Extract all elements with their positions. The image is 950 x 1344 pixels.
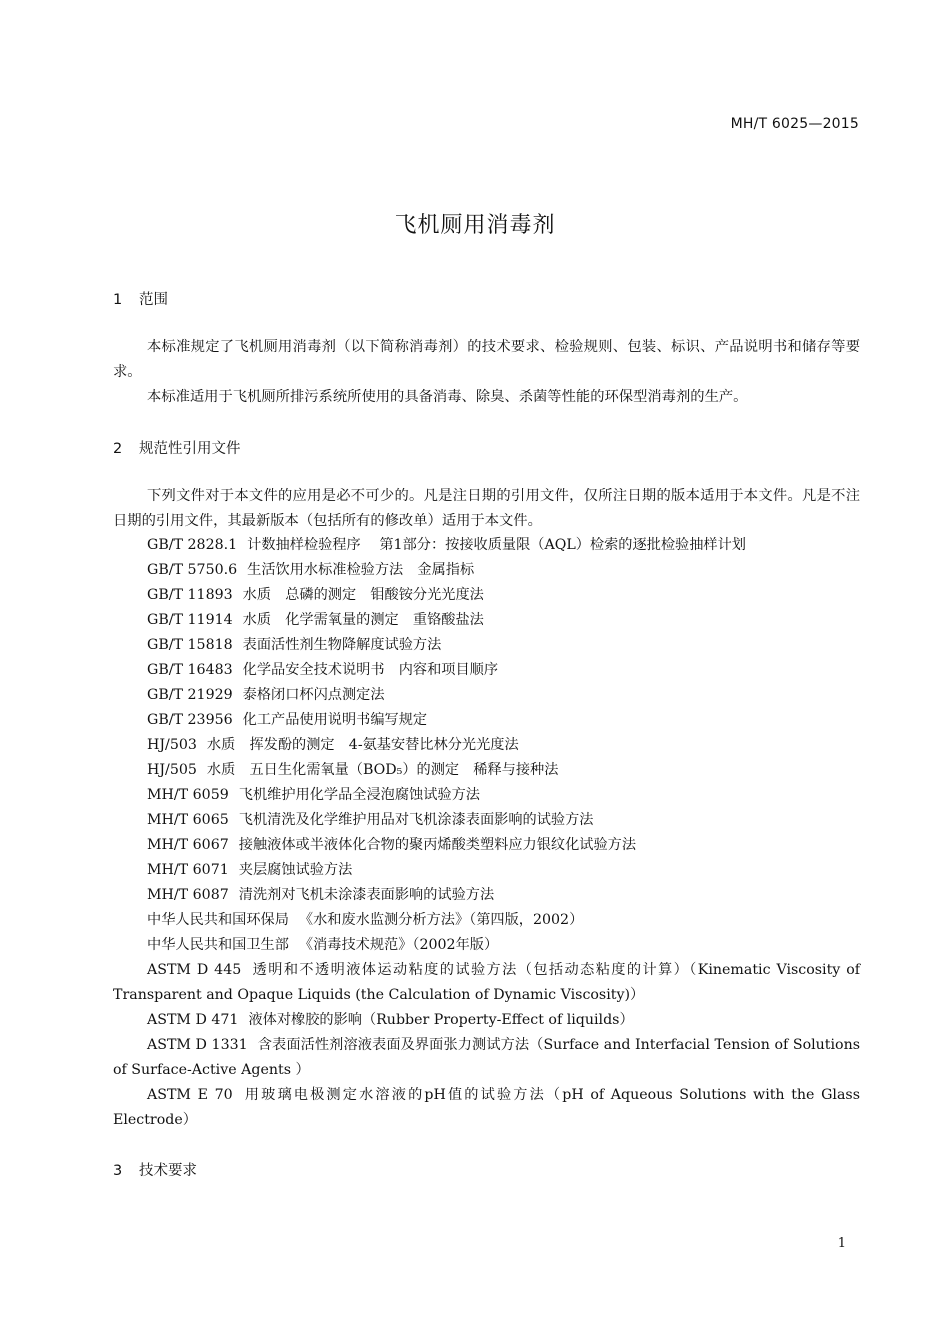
reference-item (113, 833, 860, 858)
reference-title: 生活饮用水标准检验方法 金属指标 (247, 562, 475, 578)
reference-code: MH/T 6059 (147, 787, 229, 803)
reference-title: 水质 五日生化需氧量（BOD₅）的测定 稀释与接种法 (206, 762, 559, 778)
reference-item (113, 958, 860, 1008)
reference-item (113, 858, 860, 883)
reference-item (113, 708, 860, 733)
section-number: 3 (113, 1163, 123, 1179)
standard-code: MH/T 6025—2015 (730, 116, 859, 132)
reference-title: 化工产品使用说明书编写规定 (242, 712, 428, 728)
reference-title: 接触液体或半液体化合物的聚丙烯酸类塑料应力银纹化试验方法 (238, 837, 637, 853)
reference-title: 液体对橡胶的影响（Rubber Property-Effect of liquilds） (248, 1012, 634, 1028)
section-title: 规范性引用文件 (139, 441, 241, 457)
reference-code: ASTM D 471 (147, 1012, 239, 1028)
reference-title: 清洗剂对飞机未涂漆表面影响的试验方法 (238, 887, 495, 903)
reference-item (113, 1033, 860, 1083)
reference-code: ASTM E 70 (147, 1087, 233, 1103)
reference-code: GB/T 11914 (147, 612, 233, 628)
reference-title: 水质 化学需氧量的测定 重铬酸盐法 (242, 612, 484, 628)
reference-code: ASTM D 1331 (147, 1037, 248, 1053)
reference-item (113, 883, 860, 908)
reference-item (113, 908, 860, 933)
reference-title: 水质 挥发酚的测定 4-氨基安替比林分光光度法 (206, 737, 519, 753)
reference-code: GB/T 5750.6 (147, 562, 238, 578)
section-3-heading (113, 1159, 197, 1180)
document-title: 飞机厕用消毒剂 (394, 213, 556, 238)
reference-title: 飞机维护用化学品全浸泡腐蚀试验方法 (238, 787, 480, 803)
reference-title: 化学品安全技术说明书 内容和项目顺序 (242, 662, 499, 678)
section-title: 技术要求 (139, 1163, 197, 1179)
section-1-heading (113, 288, 168, 309)
section-1-paragraph-2: 本标准适用于飞机厕所排污系统所使用的具备消毒、除臭、杀菌等性能的环保型消毒剂的生产。 (147, 389, 748, 405)
section-number: 2 (113, 441, 123, 457)
reference-item (113, 808, 860, 833)
reference-item (113, 583, 860, 608)
reference-title: 飞机清洗及化学维护用品对飞机涂漆表面影响的试验方法 (238, 812, 594, 828)
reference-code: 中华人民共和国卫生部 (147, 937, 289, 953)
reference-title: 夹层腐蚀试验方法 (238, 862, 353, 878)
reference-item (113, 558, 860, 583)
reference-code: 中华人民共和国环保局 (147, 912, 289, 928)
normative-references-list (113, 533, 860, 1133)
reference-title: 含表面活性剂溶液表面及界面张力测试方法（Surface and Interfacial Tension of Solutions of Surface-Active Agents ） (113, 1037, 860, 1078)
reference-item (113, 633, 860, 658)
reference-item (113, 683, 860, 708)
reference-title: 水质 总磷的测定 钼酸铵分光光度法 (242, 587, 484, 603)
reference-item (113, 533, 860, 558)
reference-item (113, 758, 860, 783)
reference-code: MH/T 6071 (147, 862, 229, 878)
reference-title: 用玻璃电极测定水溶液的pH值的试验方法（pH of Aqueous Solutions with the Glass Electrode） (113, 1087, 860, 1128)
reference-title: 计数抽样检验程序 第1部分：按接收质量限（AQL）检索的逐批检验抽样计划 (247, 537, 746, 553)
reference-code: GB/T 23956 (147, 712, 233, 728)
reference-code: GB/T 2828.1 (147, 537, 238, 553)
section-number: 1 (113, 292, 123, 308)
reference-title: 《消毒技术规范》（2002年版） (298, 937, 499, 953)
reference-item (113, 608, 860, 633)
reference-code: MH/T 6067 (147, 837, 229, 853)
reference-item (113, 1008, 860, 1033)
reference-code: GB/T 16483 (147, 662, 233, 678)
reference-title: 《水和废水监测分析方法》（第四版，2002） (298, 912, 584, 928)
reference-code: GB/T 21929 (147, 687, 233, 703)
section-1-paragraph-1: 本标准规定了飞机厕用消毒剂（以下简称消毒剂）的技术要求、检验规则、包装、标识、产品说明书和储存等要求。 (113, 339, 860, 380)
reference-item (113, 783, 860, 808)
reference-title: 泰格闭口杯闪点测定法 (242, 687, 385, 703)
reference-code: MH/T 6087 (147, 887, 229, 903)
reference-item (113, 1083, 860, 1133)
reference-code: HJ/505 (147, 762, 197, 778)
reference-item (113, 733, 860, 758)
page-number: 1 (837, 1236, 846, 1251)
reference-code: HJ/503 (147, 737, 197, 753)
reference-item (113, 658, 860, 683)
reference-code: GB/T 11893 (147, 587, 233, 603)
section-2-heading (113, 437, 241, 458)
section-2-paragraph-1: 下列文件对于本文件的应用是必不可少的。凡是注日期的引用文件，仅所注日期的版本适用于本文件。凡是不注日期的引用文件，其最新版本（包括所有的修改单）适用于本文件。 (113, 488, 860, 529)
reference-code: GB/T 15818 (147, 637, 233, 653)
reference-code: ASTM D 445 (147, 962, 242, 978)
reference-item (113, 933, 860, 958)
reference-code: MH/T 6065 (147, 812, 229, 828)
reference-title: 表面活性剂生物降解度试验方法 (242, 637, 442, 653)
reference-title: 透明和不透明液体运动粘度的试验方法（包括动态粘度的计算）（Kinematic Viscosity of Transparent and Opaque Liquids (the Calculation of Dynamic Viscosity)） (113, 962, 860, 1003)
section-title: 范围 (139, 292, 168, 308)
